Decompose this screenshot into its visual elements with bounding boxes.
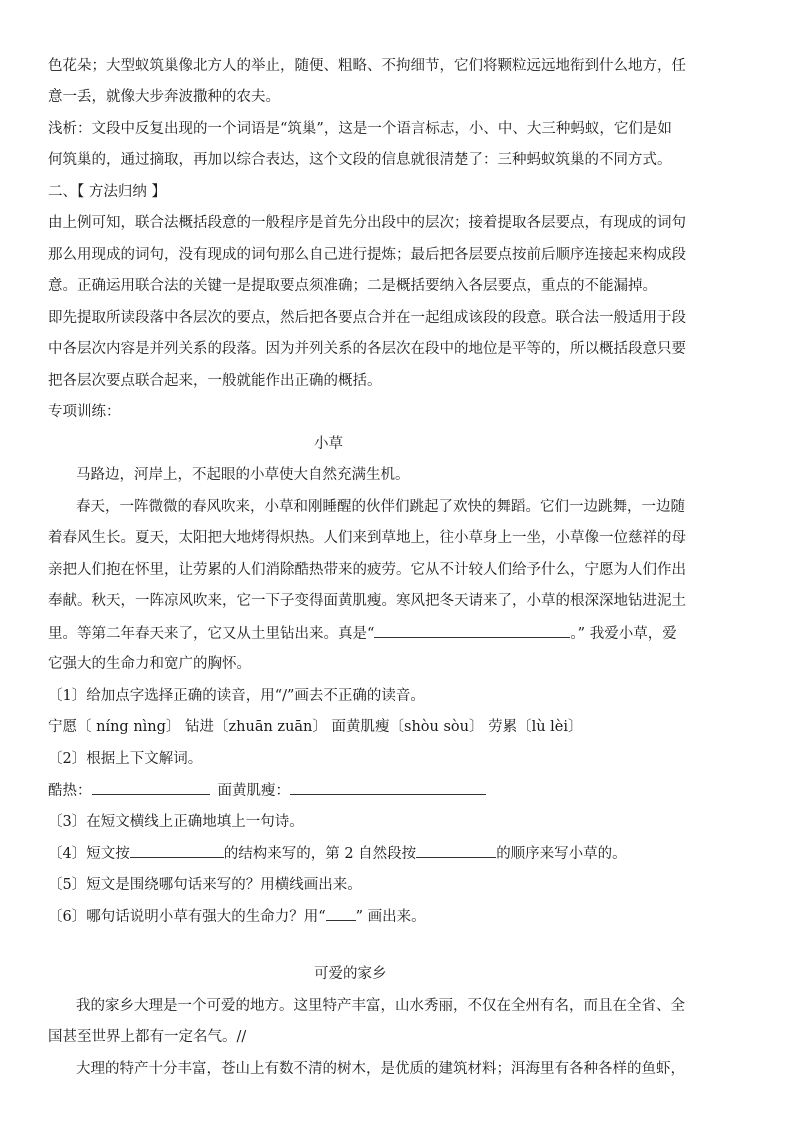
story1-p2-line-2: 着春风生长。夏天，太阳把大地烤得炽热。人们来到草地上，往小草身上一坐，小草像一位慈祥的母 [48,530,686,546]
story1-p2-line-6: 它强大的生命力和宽广的胸怀。 [48,656,251,672]
story1-p2-line-3: 亲把人们抱在怀里，让劳累的人们消除酷热带来的疲劳。它从不计较人们给予什么，宁愿为人们作出 [48,562,686,578]
q2-blank-b[interactable] [290,780,486,795]
story1-p2-line-5b: 。” 我爱小草，爱 [570,626,677,642]
intro-line-1: 色花朵；大型蚁筑巢像北方人的举止，随便、粗略、不拘细节，它们将颗粒远远地衔到什么地方，任 [48,58,686,74]
analysis-line-2: 何筑巢的，通过摘取，再加以综合表达，这个文段的信息就很清楚了：三种蚂蚁筑巢的不同方式。 [48,152,672,168]
q6-part-b: ” 画出来。 [355,909,426,925]
question-3: 〔3〕在短文横线上正确地填上一句诗。 [48,814,304,830]
q6-part-a: 〔6〕哪句话说明小草有强大的生命力？用“ [48,909,326,925]
q4-part-a: 〔4〕短文按 [48,846,130,862]
story1-p2-line-5a: 里。等第二年春天来了，它又从土里钻出来。真是“ [48,626,375,642]
q2-term-b: 面黄肌瘦： [217,783,290,799]
story1-title: 小草 [314,436,343,452]
story1-p1: 马路边，河岸上，不起眼的小草使大自然充满生机。 [76,467,410,483]
method-p2-line-2: 中各层次内容是并列关系的段落。因为并列关系的各层次在段中的地位是平等的，所以概括段意只要 [48,341,686,357]
analysis-line-1: 浅析：文段中反复出现的一个词语是“筑巢”，这是一个语言标志，小、中、大三种蚂蚁，它们是如 [48,121,672,137]
method-p1-line-3: 意。正确运用联合法的关键一是提取要点须准确；二是概括要纳入各层要点，重点的不能漏掉。 [48,278,657,294]
question-4 [48,843,627,864]
question-2-answers [48,780,486,801]
question-6 [48,906,426,927]
q2-term-a: 酷热： [48,783,92,799]
q4-part-b: 的结构来写的，第 2 自然段按 [223,846,417,862]
method-p2-line-1: 即先提取所读段落中各层次的要点，然后把各要点合并在一起组成该段的段意。联合法一般适用于段 [48,310,686,326]
method-p1-line-2: 那么用现成的词句，没有现成的词句那么自己进行提炼；最后把各层要点按前后顺序连接起来构成段 [48,247,686,263]
story2-p1-line-2: 国甚至世界上都有一定名气。// [48,1029,247,1045]
method-p1-line-1: 由上例可知，联合法概括段意的一般程序是首先分出段中的层次；接着提取各层要点，有现成的词句 [48,215,686,231]
story1-p2-line-1: 春天，一阵微微的春风吹来，小草和刚睡醒的伙伴们跳起了欢快的舞蹈。它们一边跳舞，一边随 [76,499,685,515]
q4-blank-b[interactable] [416,843,496,858]
poem-blank[interactable] [374,623,570,638]
question-1: 〔1〕给加点字选择正确的读音，用“/”画去不正确的读音。 [48,688,425,704]
training-label: 专项训练： [48,404,121,420]
method-heading: 二、【 方法归纳 】 [48,184,166,200]
question-1-options: 宁愿〔 níng nìng〕 钻进〔zhuān zuān〕 面黄肌瘦〔shòu sòu〕 劳累〔lù lèi〕 [48,719,583,735]
question-5: 〔5〕短文是围绕哪句话来写的？用横线画出来。 [48,877,362,893]
question-2: 〔2〕根据上下文解词。 [48,751,203,767]
method-p2-line-3: 把各层次要点联合起来，一般就能作出正确的概括。 [48,373,382,389]
story1-p2-line-5 [48,623,677,644]
q6-underline-sample [326,906,356,921]
story1-p2-line-4: 奉献。秋天，一阵凉风吹来，它一下子变得面黄肌瘦。寒风把冬天请来了，小草的根深深地钻进泥土 [48,593,686,609]
story2-p2-line-1: 大理的特产十分丰富，苍山上有数不清的树木，是优质的建筑材料；洱海里有各种各样的鱼虾， [76,1061,685,1077]
q4-blank-a[interactable] [130,843,224,858]
intro-line-2: 意一丢，就像大步奔波撒种的农夫。 [48,89,280,105]
story2-p1-line-1: 我的家乡大理是一个可爱的地方。这里特产丰富，山水秀丽，不仅在全州有名，而且在全省、全 [76,998,685,1014]
story2-title: 可爱的家乡 [314,966,387,982]
q4-part-c: 的顺序来写小草的。 [496,846,627,862]
q2-blank-a[interactable] [92,780,210,795]
